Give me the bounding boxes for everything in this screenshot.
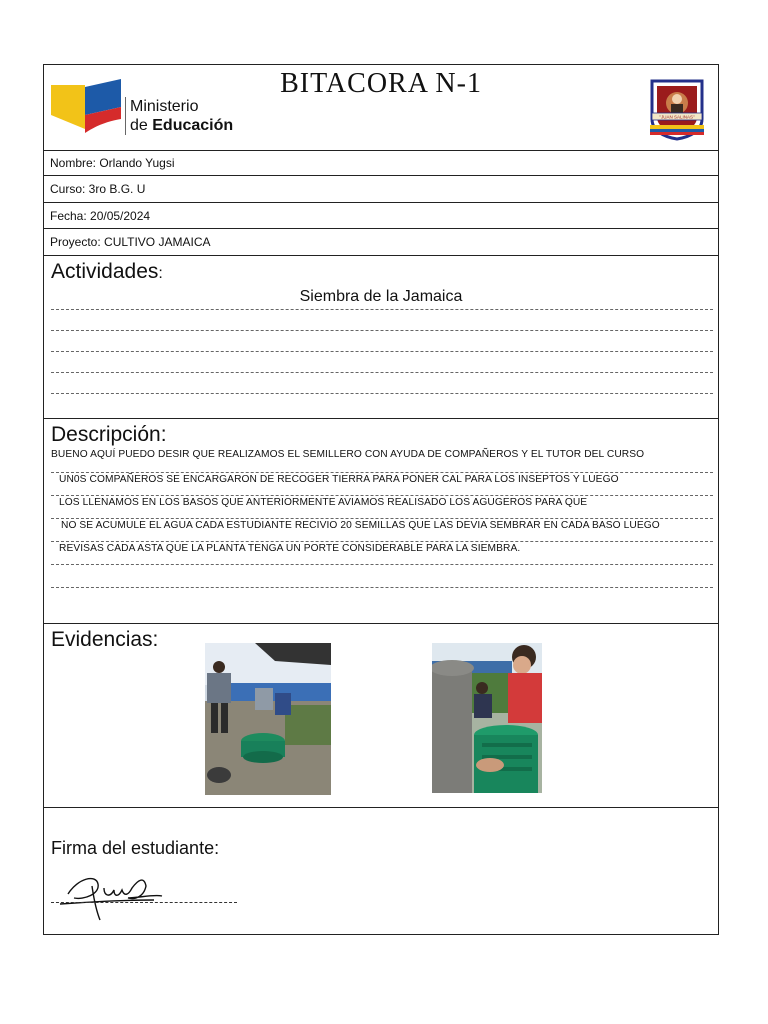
dashed-line xyxy=(51,564,713,565)
signature-icon xyxy=(58,866,168,922)
dashed-line xyxy=(51,518,713,519)
dashed-line xyxy=(51,393,713,394)
dashed-line xyxy=(51,472,713,473)
ministerio-line1: Ministerio xyxy=(130,98,199,115)
descripcion-line-5: REVISAS CADA ASTA QUE LA PLANTA TENGA UN PORTE CONSIDERABLE PARA LA SIEMBRA. xyxy=(59,543,521,554)
descripcion-heading: Descripción: xyxy=(51,423,167,446)
school-crest xyxy=(646,77,708,141)
dashed-line xyxy=(51,495,713,496)
dashed-line xyxy=(51,372,713,373)
actividades-heading-text: Actividades xyxy=(51,260,159,283)
firma-label: Firma del estudiante: xyxy=(51,838,220,858)
signature-line xyxy=(51,902,237,903)
crest-motto: "JUAN SALINAS" xyxy=(659,114,695,120)
evidence-photo-2-image xyxy=(432,643,542,793)
nombre-row xyxy=(44,150,718,176)
header xyxy=(44,65,718,151)
descripcion-line-3: LOS LLENAMOS EN LOS BASOS QUE ANTERIORMENTE AVIAMOS REALISADO LOS AGUGEROS PARA QUE xyxy=(59,497,588,508)
evidence-photo-1-image xyxy=(205,643,331,795)
logo-divider xyxy=(125,97,126,135)
curso-row xyxy=(44,176,718,203)
school-crest-icon xyxy=(646,77,708,141)
evidence-photo-2 xyxy=(432,643,542,793)
ministerio-text xyxy=(130,97,233,135)
dashed-line xyxy=(51,587,713,588)
actividades-heading xyxy=(51,260,163,284)
descripcion-line-2: UN0S COMPAÑEROS SE ENCARGARON DE RECOGER TIERRA PARA PONER CAL PARA LOS INSEPTOS Y LUEGO xyxy=(59,474,619,485)
descripcion-section xyxy=(44,419,718,624)
actividades-text: Siembra de la Jamaica xyxy=(299,288,463,305)
dashed-line xyxy=(51,309,713,310)
firma-section xyxy=(44,808,718,936)
bitacora-sheet xyxy=(43,64,719,935)
evidencias-heading: Evidencias: xyxy=(51,628,159,651)
ministerio-line2 xyxy=(130,116,233,135)
dashed-line xyxy=(51,541,713,542)
page-title: BITACORA N-1 xyxy=(280,68,482,99)
descripcion-line-4: NO SE ACUMULE EL AGUA CADA ESTUDIANTE RECIVIO 20 SEMILLAS QUE LAS DEVIA SEMBRAR EN CADA BASO LUEGO xyxy=(61,520,660,531)
evidencias-section xyxy=(44,624,718,808)
proyecto-text: Proyecto: CULTIVO JAMAICA xyxy=(50,235,211,249)
actividades-colon: : xyxy=(158,265,163,282)
dashed-line xyxy=(51,330,713,331)
curso-text: Curso: 3ro B.G. U xyxy=(50,182,146,196)
ministerio-educacion: Educación xyxy=(152,117,234,134)
descripcion-line-1: BUENO AQUÍ PUEDO DESIR QUE REALIZAMOS EL SEMILLERO CON AYUDA DE COMPAÑEROS Y EL TUTOR DEL CURSO xyxy=(51,449,645,460)
evidence-photo-1 xyxy=(205,643,331,795)
actividades-section xyxy=(44,256,718,419)
ministerio-prefix: de xyxy=(130,117,153,134)
fecha-text: Fecha: 20/05/2024 xyxy=(50,209,151,223)
proyecto-row xyxy=(44,229,718,256)
nombre-text: Nombre: Orlando Yugsi xyxy=(50,156,175,170)
dashed-line xyxy=(51,351,713,352)
fecha-row xyxy=(44,203,718,229)
